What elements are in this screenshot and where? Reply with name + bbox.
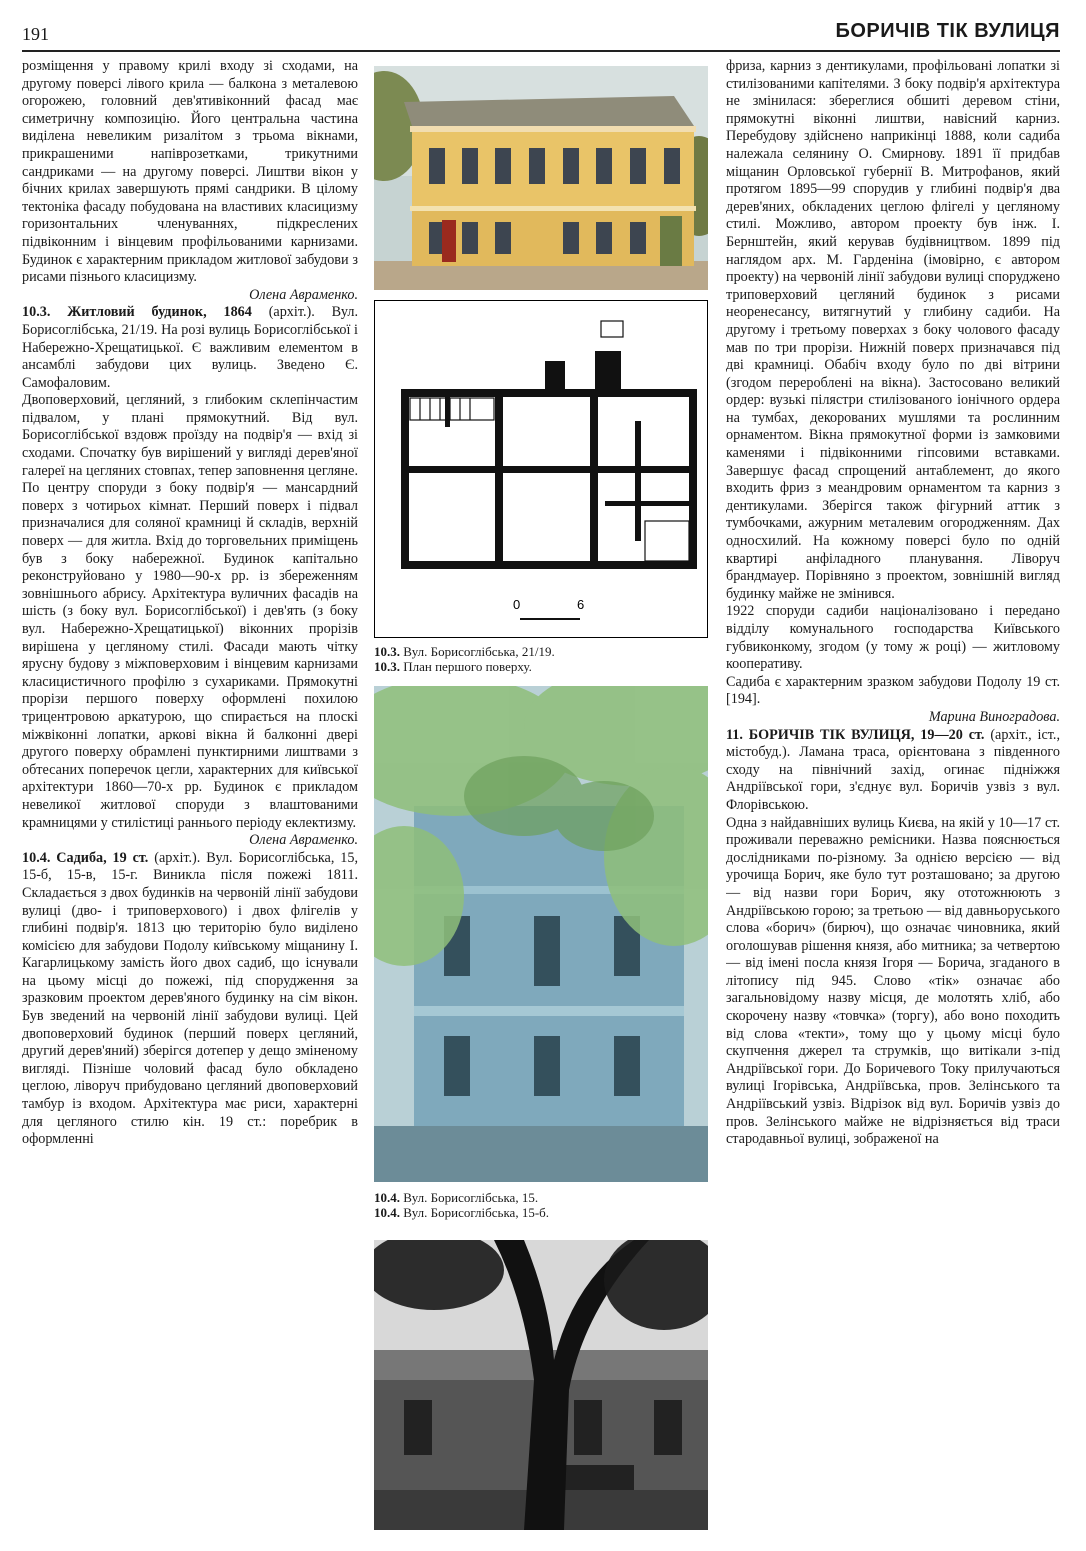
- entry-paragraph: 11. БОРИЧІВ ТІК ВУЛИЦЯ, 19—20 ст. (архіт., іст., містобуд.). Ламана траса, орієнтована з південного сходу на північний захід, огинає підніжжя Андріївської гори, з'єднує вул. Боричів узвіз з вул. Флорівською.: [726, 726, 1060, 813]
- floor-plan-figure: [374, 300, 708, 638]
- figure-caption-10-3: [374, 644, 708, 674]
- scale-start-label: 0: [513, 597, 521, 612]
- caption-line: 10.4. Вул. Борисоглібська, 15.: [374, 1190, 539, 1205]
- entry-heading: 11. БОРИЧІВ ТІК ВУЛИЦЯ, 19—20 ст.: [726, 726, 985, 743]
- scale-end-label: 6: [577, 597, 585, 612]
- page-number: 191: [22, 24, 49, 44]
- photo-house-15-b: [374, 1240, 708, 1530]
- body-paragraph: розміщення у правому крилі входу зі сходами, на другому поверсі лівого крила — балкона з металевою огорожею, головний дев'ятивіконний фасад має симетричну композицію. Його центральна частина виділена невеликим ризалітом з трьома вікнами, прикрашеними напіврозетками, трикутними сандриками — на другому поверсі. Лиштви вікон у бічних крилах завершують прямі сандрики. В цілому тектоніка фасаду побудована на властивих класицизму горизонтальних членуваннях, підкреслених підвіконним і вінцевим профільованими карнизами. Будинок є характерним прикладом житлової забудови з рисами пізнього класицизму.: [22, 58, 358, 286]
- photo-house-15: [374, 686, 708, 1182]
- photo-house-21-19: [374, 66, 708, 290]
- running-title: БОРИЧІВ ТІК ВУЛИЦЯ: [835, 20, 1060, 42]
- author-signature: Олена Авраменко.: [249, 832, 358, 849]
- header-rule: [22, 50, 1060, 52]
- caption-line: 10.3. Вул. Борисоглібська, 21/19.: [374, 644, 555, 659]
- body-paragraph: Одна з найдавніших вулиць Києва, на якій у 10—17 ст. проживали переважно ремісники. Назва пояснюється дослідниками по-різному. За однією версією — від урочища Борич, яке було тут розташовано; за другою — від назви гори Борич, яку ототожнюють з Андріївською горою; за третьою — від давньоруського слова «борич» (бирюч), що означає чиновника, який оголошував рішення князя, або митника; за четвертою — від імені посла князя Ігоря — Борича, згаданого в літопису під 945. Слово «тік» означає або загальновідому назву місця, де молотять хліб, або скорочену назву «товчка» (торгу), або воно походить від слова «текти», тому що у цьому місці було скупчення джерел та струмків, що витікали з-під Андріївської гори. До Боричевого Току прилучаються вулиці Ігорівська, Андріївська, пров. Зелінського та Андріївський узвіз. Відрізок від вул. Боричів узвіз до пров. Зелінського майже не відрізняється від траси стародавньої вулиці, зображеної на: [726, 814, 1060, 1148]
- author-signature: Марина Виноградова.: [928, 708, 1060, 725]
- figure-caption-10-4: [374, 1190, 708, 1220]
- entry-paragraph: 10.3. Житловий будинок, 1864 (архіт.). Вул. Борисоглібська, 21/19. На розі вулиць Борисоглібської і Набережно-Хрещатицької. Є важливим елементом в ансамблі забудови цих вулиць. Зведено Є. Самофаловим.: [22, 304, 358, 391]
- caption-number: 10.3.: [374, 659, 400, 674]
- right-text-column: [726, 58, 1060, 1538]
- caption-number: 10.4.: [374, 1205, 400, 1220]
- entry-heading: 10.4. Садиба, 19 ст.: [22, 849, 149, 866]
- entry-paragraph: 10.4. Садиба, 19 ст. (архіт.). Вул. Борисоглібська, 15, 15-б, 15-в, 15-г. Виникла після пожежі 1811. Складається з двох будинків на червоній лінії забудови вулиці (дво- і триповерхового) і двох флігелів у глибині подвір'я. 1813 цю територію було виділено комісією для забудови Подолу київському міщанину І. Кагарлицькому замість його двох садиб, що існували на цьому місці до пожежі, під спорудження за зразковим проектом дерев'яного будинку на сім вікон. Був зведений на червоній лінії забудови вулиці. Цей двоповерховий будинок (перший поверх цегляний, другий дерев'яний) зберігся дотепер у дещо зміненому вигляді. Пізніше чоловий фасад було обкладено цеглою, ліворуч прибудовано цегляний двоповерховий тамбур із входом. Архітектура має риси, характерні для цегляного стилю кін. 19 ст.: поребрик в оформленні: [22, 849, 358, 1148]
- caption-number: 10.4.: [374, 1190, 400, 1205]
- body-paragraph: Двоповерховий, цегляний, з глибоким склепінчастим підвалом, у плані прямокутний. Від вул. Борисоглібської вздовж проїзду на подвір'я — вхід зі сходами. Спочатку був вирішений у вигляді дерев'яної галереї на цегляних стовпах, тепер заповнення цегляне. По центру споруди з боку подвір'я — мансардний поверх з чотирьох кімнат. Перший поверх і підвал призначалися для соляної крамниці й складів, верхній поверх — для житла. Вхід до торговельних приміщень був з боку набережної. Будинок капітально реконструйовано у 1980—90-х рр. із збереженням зовнішнього абрису. Архітектура вуличних фасадів на шість (з боку вул. Борисоглібської) і дев'ять (з боку вул. Набережно-Хрещатицької) віконних прорізів вирішена у цегляному стилі. Фасади мають чітку ярусну будову з міжповерховим і вінцевим карнизами класицистичного профілю з сухариками. Прямокутні прорізи першого поверху оформлені похилою трицентровою аркатурою, що спирається на плоскі міжвіконні лопатки, аркові вікна й балконні двері другого поверху обрамлені пунктирними лиштвами з обтесаних поперечок цегли, характерних для київської архітектури 1860—70-х рр. Будинок є прикладом невеликої житлової споруди з влаштованими крамницями у стилістиці раннього періоду еклектизму.: [22, 392, 358, 831]
- entry-heading: 10.3. Житловий будинок, 1864: [22, 304, 252, 321]
- caption-line: 10.4. Вул. Борисоглібська, 15-б.: [374, 1205, 550, 1220]
- left-text-column: [22, 58, 358, 1538]
- caption-line: 10.3. План першого поверху.: [374, 659, 532, 674]
- body-paragraph: фриза, карниз з дентикулами, профільовані лопатки зі стилізованими капітелями. З боку подвір'я архітектура не змінилася: збереглися обшиті деревом стіни, прямокутні віконні лиштви, навісний карниз. Перебудову здійснено наприкінці 1888, коли садиба належала селянину О. Смирнову. 1891 її придбав міщанин Орловської губернії В. Митрофанов, який протягом 1895—99 спорудив у глибині подвір'я два дерев'яних, обкладених цеглою флігелі у цегляному стилі. Можливо, автором проекту був інж. І. Бернштейн, який керував будівництвом. 1899 під наглядом арх. М. Гарденіна (імовірно, є автором проекту) на червоній лінії забудови вулиці споруджено триповерховий цегляний будинок з рисами неоренесансу, витягнутий у глибину садиби. На другому і третьому поверхах з боку чолового фасаду мав по три прорізи. Нижній поверх призначався під дві крамниці. Обабіч входу було по дві вітрини (згодом перероблені на вікна). Застосовано великий ордер: вузькі пілястри стилізованого іонічного ордера на тумбах, декорованих мушлями та рослинним орнаментом. Вікна прямокутної форми із замковими каменями і підвіконними гіпсовими вставками. Завершує фасад спрощений антаблемент, до якого входить фриз з меандровим орнаментом та карниз з дентикулами. Зберігся також фігурний аттик з тумбочками, ажурним металевим огородженням. Дах односхилий. На кожному поверсі було по одній квартирі анфіладного планування. Ліворуч брандмауер. Порівняно з проектом, зовнішній вигляд будинку майже не змінився.: [726, 58, 1060, 602]
- author-signature: Олена Авраменко.: [249, 286, 358, 303]
- caption-number: 10.3.: [374, 644, 400, 659]
- body-paragraph: Садиба є характерним зразком забудови Подолу 19 ст. [194].: [726, 673, 1060, 708]
- body-paragraph: 1922 споруди садиби націоналізовано і передано відділу комунального господарства Київського губвиконкому, згодом (у тому ж році) — житловому кооперативу.: [726, 603, 1060, 673]
